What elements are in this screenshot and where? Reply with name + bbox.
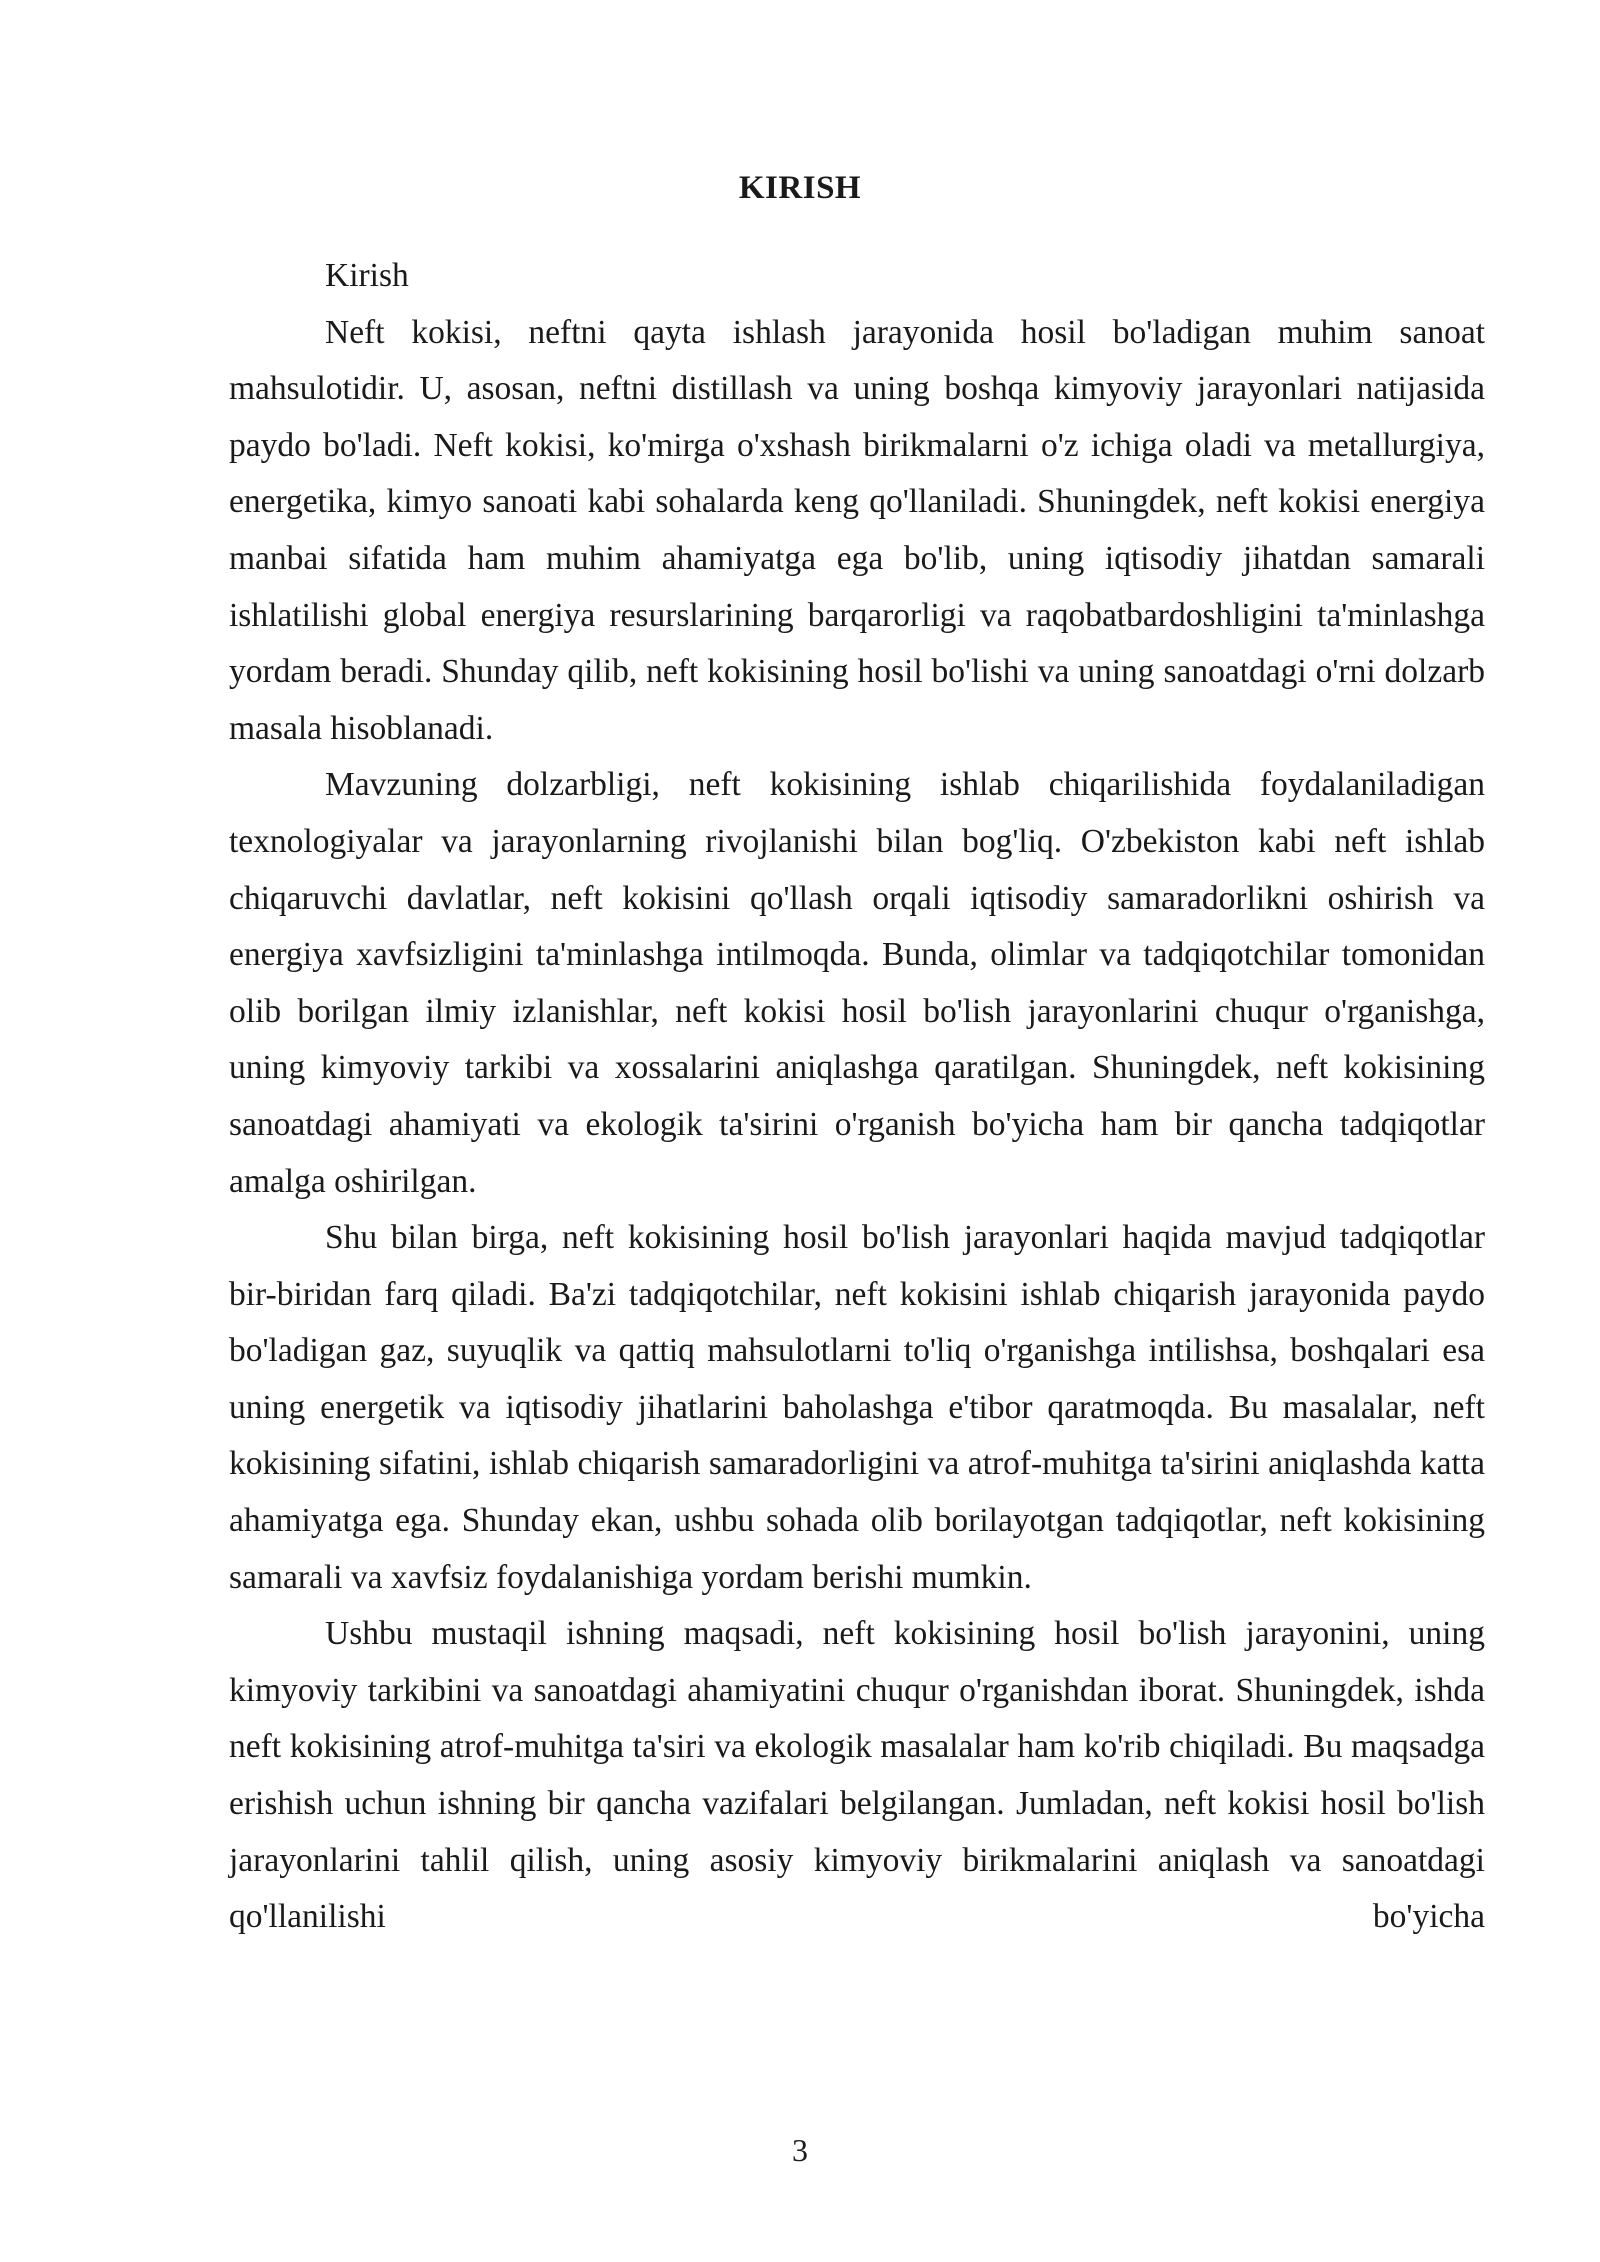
paragraph-relevance: Mavzuning dolzarbligi, neft kokisining ishlab chiqarilishida foydalaniladigan texnologiyalar va jarayonlarning rivojlanishi bilan bog'liq. O'zbekiston kabi neft ishlab chiqaruvchi davlatlar, neft kokisini qo'llash orqali iqtisodiy samaradorlikni oshirish va energiya xavfsizligini ta'minlashga intilmoqda. Bunda, olimlar va tadqiqotchilar tomonidan olib borilgan ilmiy izlanishlar, neft kokisi hosil bo'lish jarayonlarini chuqur o'rganishga, uning kimyoviy tarkibi va xossalarini aniqlashga qaratilgan. Shuningdek, neft kokisining sanoatdagi ahamiyati va ekologik ta'sirini o'rganish bo'yicha ham bir qancha tadqiqotlar amalga oshirilgan. (229, 766, 1485, 1200)
paragraph-objective: Ushbu mustaqil ishning maqsadi, neft kokisining hosil bo'lish jarayonini, uning kimyoviy tarkibini va sanoatdagi ahamiyatini chuqur o'rganishdan iborat. Shuningdek, ishda neft kokisining atrof-muhitga ta'siri va ekologik masalalar ham ko'rib chiqiladi. Bu maqsadga erishish uchun ishning bir qancha vazifalari belgilangan. Jumladan, neft kokisi hosil bo'lish jarayonlarini tahlil qilish, uning asosiy kimyoviy birikmalarini aniqlash va sanoatdagi qo'llanilishi bo'yicha (229, 1615, 1485, 1936)
page-number: 3 (792, 2132, 808, 2168)
section-heading: KIRISH (738, 170, 862, 206)
paragraph-introduction: Neft kokisi, neftni qayta ishlash jarayonida hosil bo'ladigan muhim sanoat mahsulotidir. U, asosan, neftni distillash va uning boshqa kimyoviy jarayonlari natijasida paydo bo'ladi. Neft kokisi, ko'mirga o'xshash birikmalarni o'z ichiga oladi va metallurgiya, energetika, kimyo sanoati kabi sohalarda keng qo'llaniladi. Shuningdek, neft kokisi energiya manbai sifatida ham muhim ahamiyatga ega bo'lib, uning iqtisodiy jihatdan samarali ishlatilishi global energiya resurslarining barqarorligi va raqobatbardoshligini ta'minlashga yordam beradi. Shunday qilib, neft kokisining hosil bo'lishi va uning sanoatdagi o'rni dolzarb masala hisoblanadi. (229, 313, 1485, 747)
paragraph-research-overview: Shu bilan birga, neft kokisining hosil bo'lish jarayonlari haqida mavjud tadqiqotlar bir-biridan farq qiladi. Ba'zi tadqiqotchilar, neft kokisini ishlab chiqarish jarayonida paydo bo'ladigan gaz, suyuqlik va qattiq mahsulotlarni to'liq o'rganishga intilishsa, boshqalari esa uning energetik va iqtisodiy jihatlarini baholashga e'tibor qaratmoqda. Bu masalalar, neft kokisining sifatini, ishlab chiqarish samaradorligini va atrof-muhitga ta'sirini aniqlashda katta ahamiyatga ega. Shunday ekan, ushbu sohada olib borilayotgan tadqiqotlar, neft kokisining samarali va xavfsiz foydalanishiga yordam berishi mumkin. (229, 1219, 1485, 1596)
paragraph-subheading: Kirish (325, 257, 409, 294)
body-text (229, 248, 1485, 1946)
